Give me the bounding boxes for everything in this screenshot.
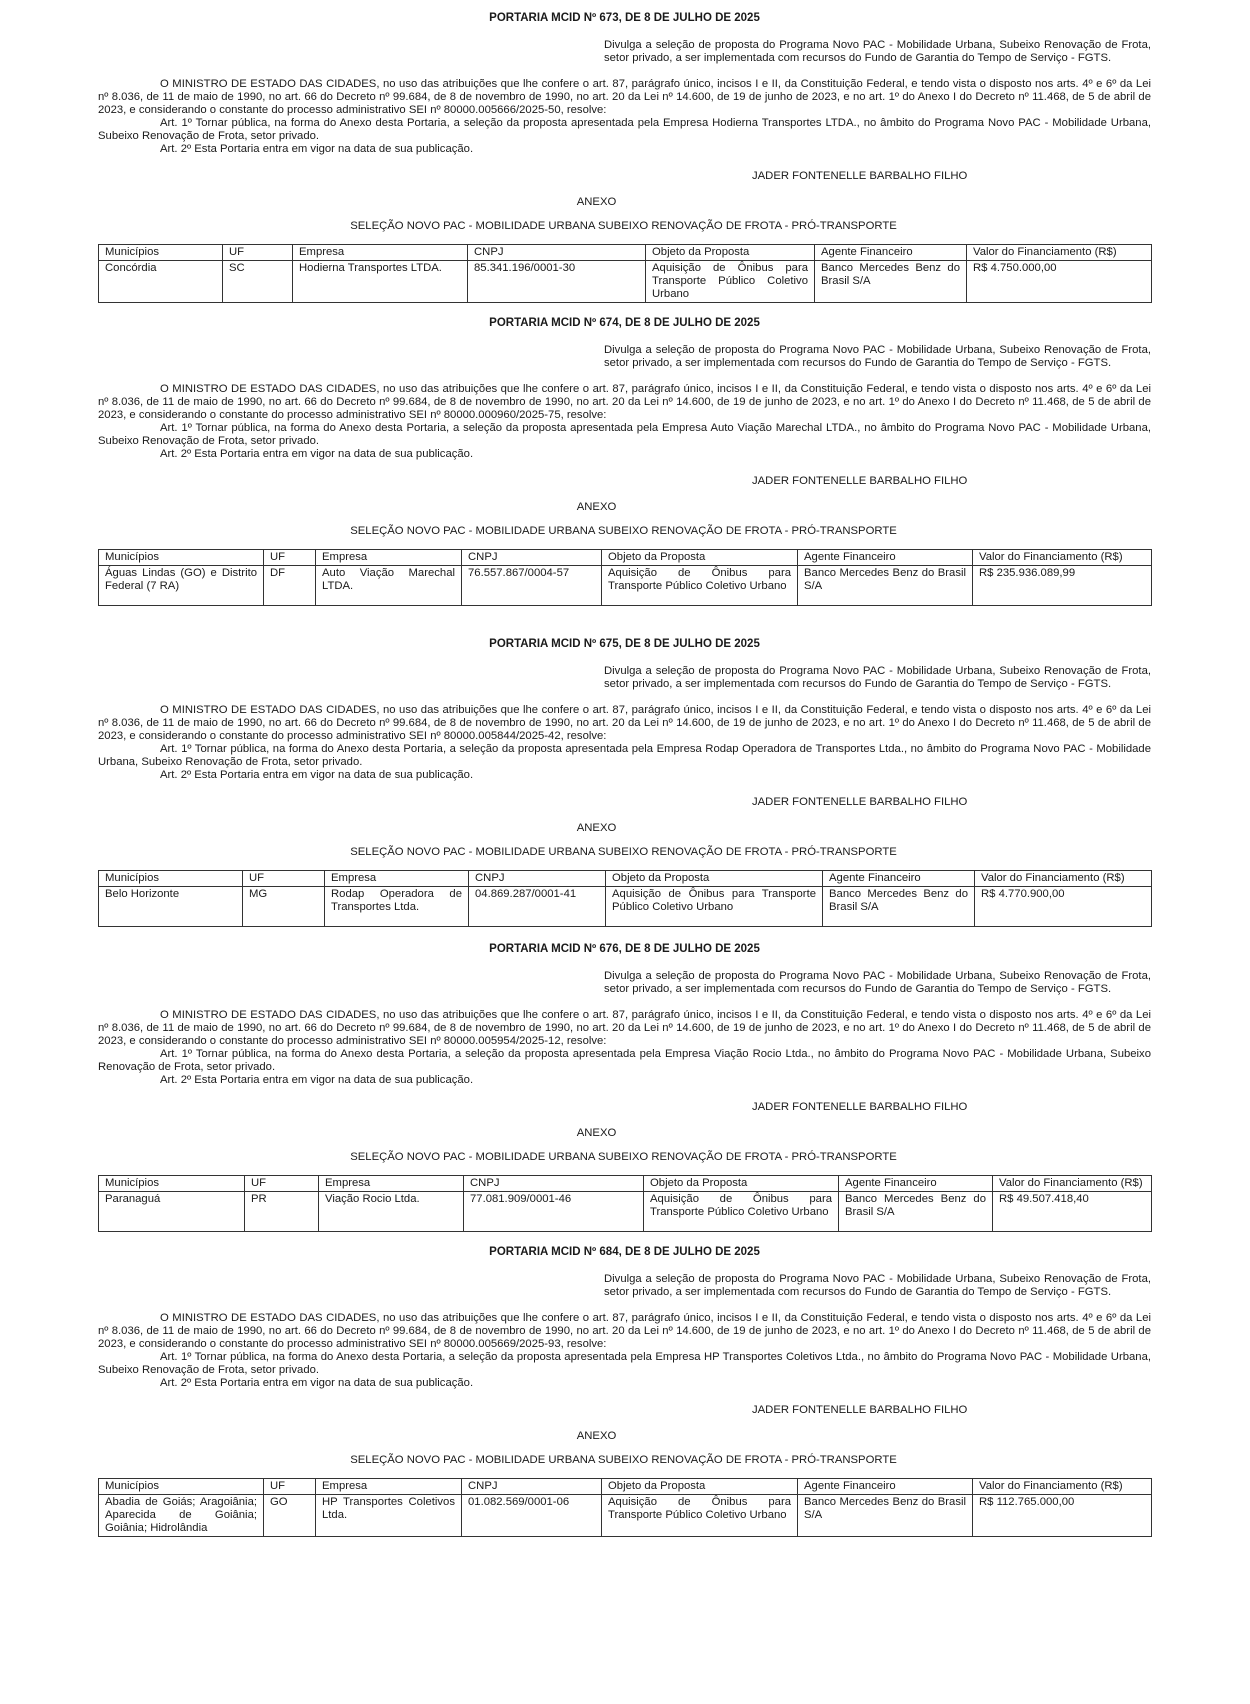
table-header-row bbox=[99, 245, 1152, 261]
portaria-title: PORTARIA MCID Nº 676, DE 8 DE JULHO DE 2025 bbox=[489, 943, 760, 955]
cell-agente: Banco Mercedes Benz do Brasil S/A bbox=[839, 1192, 993, 1232]
header-valor: Valor do Financiamento (R$) bbox=[967, 245, 1152, 261]
cell-agente: Banco Mercedes Benz do Brasil S/A bbox=[815, 261, 967, 303]
portaria-title: PORTARIA MCID Nº 674, DE 8 DE JULHO DE 2025 bbox=[489, 317, 760, 329]
cell-municipios: Abadia de Goiás; Aragoiânia; Aparecida de Goiânia; Goiânia; Hidrolândia bbox=[99, 1495, 264, 1537]
anexo-title: SELEÇÃO NOVO PAC - MOBILIDADE URBANA SUBEIXO RENOVAÇÃO DE FROTA - PRÓ-TRANSPORTE bbox=[350, 525, 897, 537]
portaria-ementa: Divulga a seleção de proposta do Programa Novo PAC - Mobilidade Urbana, Subeixo Renovação de Frota, setor privado, a ser implementada com recursos do Fundo de Garantia do Tempo de Serviço - FGTS. bbox=[604, 665, 1151, 690]
portaria-675 bbox=[98, 638, 1151, 927]
portaria-art1: Art. 1º Tornar pública, na forma do Anexo desta Portaria, a seleção da proposta apresentada pela Empresa Hodierna Transportes LTDA., no âmbito do Programa Novo PAC - Mobilidade Urbana, Subeixo Renovação de Frota, setor privado. bbox=[98, 117, 1151, 142]
header-agente: Agente Financeiro bbox=[798, 550, 973, 566]
portaria-art2: Art. 2º Esta Portaria entra em vigor na data de sua publicação. bbox=[160, 769, 474, 781]
header-municipios: Municípios bbox=[99, 1176, 245, 1192]
cell-valor: R$ 235.936.089,99 bbox=[973, 566, 1152, 606]
header-agente: Agente Financeiro bbox=[839, 1176, 993, 1192]
anexo-table bbox=[98, 1478, 1152, 1537]
anexo-title: SELEÇÃO NOVO PAC - MOBILIDADE URBANA SUBEIXO RENOVAÇÃO DE FROTA - PRÓ-TRANSPORTE bbox=[350, 1454, 897, 1466]
portaria-art1: Art. 1º Tornar pública, na forma do Anexo desta Portaria, a seleção da proposta apresentada pela Empresa HP Transportes Coletivos Ltda., no âmbito do Programa Novo PAC - Mobilidade Urbana, Subeixo Renovação de Frota, setor privado. bbox=[98, 1351, 1151, 1376]
portaria-ementa: Divulga a seleção de proposta do Programa Novo PAC - Mobilidade Urbana, Subeixo Renovação de Frota, setor privado, a ser implementada com recursos do Fundo de Garantia do Tempo de Serviço - FGTS. bbox=[604, 39, 1151, 64]
signer-name: JADER FONTENELLE BARBALHO FILHO bbox=[752, 170, 968, 182]
portaria-art2: Art. 2º Esta Portaria entra em vigor na data de sua publicação. bbox=[160, 1377, 474, 1389]
cell-cnpj: 85.341.196/0001-30 bbox=[468, 261, 646, 303]
cell-objeto: Aquisição de Ônibus para Transporte Público Coletivo Urbano bbox=[606, 887, 823, 927]
portaria-preamble: O MINISTRO DE ESTADO DAS CIDADES, no uso das atribuições que lhe confere o art. 87, parágrafo único, incisos I e II, da Constituição Federal, e tendo vista o disposto nos arts. 4º e 6º da Lei nº 8.036, de 11 de maio de 1990, no art. 66 do Decreto nº 99.684, de 8 de novembro de 1990, no art. 20 da Lei nº 14.600, de 19 de junho de 2023, e no art. 1º do Anexo I do Decreto nº 11.468, de 5 de abril de 2023, e considerando o constante do processo administrativo SEI nº 80000.005669/2025-93, resolve: bbox=[98, 1312, 1151, 1350]
portaria-676 bbox=[98, 943, 1151, 1232]
portaria-art1: Art. 1º Tornar pública, na forma do Anexo desta Portaria, a seleção da proposta apresentada pela Empresa Rodap Operadora de Transportes Ltda., no âmbito do Programa Novo PAC - Mobilidade Urbana, Subeixo Renovação de Frota, setor privado. bbox=[98, 743, 1151, 768]
cell-valor: R$ 4.750.000,00 bbox=[967, 261, 1152, 303]
cell-cnpj: 77.081.909/0001-46 bbox=[464, 1192, 644, 1232]
portaria-684 bbox=[98, 1246, 1151, 1537]
portaria-title: PORTARIA MCID Nº 675, DE 8 DE JULHO DE 2025 bbox=[489, 638, 760, 650]
header-cnpj: CNPJ bbox=[462, 1479, 602, 1495]
header-objeto: Objeto da Proposta bbox=[646, 245, 815, 261]
header-uf: UF bbox=[223, 245, 293, 261]
anexo-title: SELEÇÃO NOVO PAC - MOBILIDADE URBANA SUBEIXO RENOVAÇÃO DE FROTA - PRÓ-TRANSPORTE bbox=[350, 846, 897, 858]
cell-objeto: Aquisição de Ônibus para Transporte Público Coletivo Urbano bbox=[644, 1192, 839, 1232]
anexo-table bbox=[98, 870, 1152, 927]
header-empresa: Empresa bbox=[293, 245, 468, 261]
portaria-673 bbox=[98, 12, 1151, 303]
header-empresa: Empresa bbox=[325, 871, 469, 887]
anexo-label: ANEXO bbox=[576, 822, 617, 834]
cell-municipios: Paranaguá bbox=[99, 1192, 245, 1232]
cell-objeto: Aquisição de Ônibus para Transporte Público Coletivo Urbano bbox=[602, 566, 798, 606]
portaria-ementa: Divulga a seleção de proposta do Programa Novo PAC - Mobilidade Urbana, Subeixo Renovação de Frota, setor privado, a ser implementada com recursos do Fundo de Garantia do Tempo de Serviço - FGTS. bbox=[604, 1273, 1151, 1298]
header-municipios: Municípios bbox=[99, 245, 223, 261]
cell-uf: PR bbox=[245, 1192, 319, 1232]
cell-uf: SC bbox=[223, 261, 293, 303]
header-valor: Valor do Financiamento (R$) bbox=[975, 871, 1152, 887]
anexo-title: SELEÇÃO NOVO PAC - MOBILIDADE URBANA SUBEIXO RENOVAÇÃO DE FROTA - PRÓ-TRANSPORTE bbox=[350, 1151, 897, 1163]
document-page bbox=[98, 12, 1151, 1537]
header-cnpj: CNPJ bbox=[464, 1176, 644, 1192]
cell-cnpj: 01.082.569/0001-06 bbox=[462, 1495, 602, 1537]
signer-name: JADER FONTENELLE BARBALHO FILHO bbox=[752, 1404, 968, 1416]
anexo-title: SELEÇÃO NOVO PAC - MOBILIDADE URBANA SUBEIXO RENOVAÇÃO DE FROTA - PRÓ-TRANSPORTE bbox=[350, 220, 897, 232]
header-cnpj: CNPJ bbox=[469, 871, 606, 887]
anexo-label: ANEXO bbox=[576, 1430, 617, 1442]
cell-agente: Banco Mercedes Benz do Brasil S/A bbox=[823, 887, 975, 927]
cell-empresa: Hodierna Transportes LTDA. bbox=[293, 261, 468, 303]
table-row bbox=[99, 887, 1152, 927]
cell-municipios: Águas Lindas (GO) e Distrito Federal (7 RA) bbox=[99, 566, 264, 606]
portaria-title: PORTARIA MCID Nº 684, DE 8 DE JULHO DE 2025 bbox=[489, 1246, 760, 1258]
table-row bbox=[99, 1495, 1152, 1537]
cell-valor: R$ 49.507.418,40 bbox=[993, 1192, 1152, 1232]
cell-valor: R$ 112.765.000,00 bbox=[973, 1495, 1152, 1537]
header-uf: UF bbox=[243, 871, 325, 887]
cell-objeto: Aquisição de Ônibus para Transporte Público Coletivo Urbano bbox=[602, 1495, 798, 1537]
cell-empresa: Rodap Operadora de Transportes Ltda. bbox=[325, 887, 469, 927]
cell-empresa: HP Transportes Coletivos Ltda. bbox=[316, 1495, 462, 1537]
portaria-ementa: Divulga a seleção de proposta do Programa Novo PAC - Mobilidade Urbana, Subeixo Renovação de Frota, setor privado, a ser implementada com recursos do Fundo de Garantia do Tempo de Serviço - FGTS. bbox=[604, 970, 1151, 995]
table-header-row bbox=[99, 1176, 1152, 1192]
header-objeto: Objeto da Proposta bbox=[644, 1176, 839, 1192]
header-empresa: Empresa bbox=[316, 550, 462, 566]
signer-name: JADER FONTENELLE BARBALHO FILHO bbox=[752, 1101, 968, 1113]
cell-agente: Banco Mercedes Benz do Brasil S/A bbox=[798, 1495, 973, 1537]
header-uf: UF bbox=[264, 1479, 316, 1495]
signer-name: JADER FONTENELLE BARBALHO FILHO bbox=[752, 475, 968, 487]
cell-agente: Banco Mercedes Benz do Brasil S/A bbox=[798, 566, 973, 606]
portaria-art1: Art. 1º Tornar pública, na forma do Anexo desta Portaria, a seleção da proposta apresentada pela Empresa Viação Rocio Ltda., no âmbito do Programa Novo PAC - Mobilidade Urbana, Subeixo Renovação de Frota, setor privado. bbox=[98, 1048, 1151, 1073]
cell-uf: GO bbox=[264, 1495, 316, 1537]
anexo-label: ANEXO bbox=[576, 196, 617, 208]
cell-uf: DF bbox=[264, 566, 316, 606]
portaria-preamble: O MINISTRO DE ESTADO DAS CIDADES, no uso das atribuições que lhe confere o art. 87, parágrafo único, incisos I e II, da Constituição Federal, e tendo vista o disposto nos arts. 4º e 6º da Lei nº 8.036, de 11 de maio de 1990, no art. 66 do Decreto nº 99.684, de 8 de novembro de 1990, no art. 20 da Lei nº 14.600, de 19 de junho de 2023, e no art. 1º do Anexo I do Decreto nº 11.468, de 5 de abril de 2023, e considerando o constante do processo administrativo SEI nº 80000.000960/2025-75, resolve: bbox=[98, 383, 1151, 421]
header-uf: UF bbox=[245, 1176, 319, 1192]
portaria-674 bbox=[98, 317, 1151, 606]
cell-municipios: Concórdia bbox=[99, 261, 223, 303]
signer-name: JADER FONTENELLE BARBALHO FILHO bbox=[752, 796, 968, 808]
portaria-title: PORTARIA MCID Nº 673, DE 8 DE JULHO DE 2025 bbox=[489, 12, 760, 24]
cell-objeto: Aquisição de Ônibus para Transporte Público Coletivo Urbano bbox=[646, 261, 815, 303]
portaria-art2: Art. 2º Esta Portaria entra em vigor na data de sua publicação. bbox=[160, 143, 474, 155]
portaria-preamble: O MINISTRO DE ESTADO DAS CIDADES, no uso das atribuições que lhe confere o art. 87, parágrafo único, incisos I e II, da Constituição Federal, e tendo vista o disposto nos arts. 4º e 6º da Lei nº 8.036, de 11 de maio de 1990, no art. 66 do Decreto nº 99.684, de 8 de novembro de 1990, no art. 20 da Lei nº 14.600, de 19 de junho de 2023, e no art. 1º do Anexo I do Decreto nº 11.468, de 5 de abril de 2023, e considerando o constante do processo administrativo SEI nº 80000.005954/2025-12, resolve: bbox=[98, 1009, 1151, 1047]
table-header-row bbox=[99, 871, 1152, 887]
table-header-row bbox=[99, 1479, 1152, 1495]
header-valor: Valor do Financiamento (R$) bbox=[993, 1176, 1152, 1192]
table-header-row bbox=[99, 550, 1152, 566]
header-agente: Agente Financeiro bbox=[815, 245, 967, 261]
header-empresa: Empresa bbox=[316, 1479, 462, 1495]
table-row bbox=[99, 1192, 1152, 1232]
cell-municipios: Belo Horizonte bbox=[99, 887, 243, 927]
header-uf: UF bbox=[264, 550, 316, 566]
header-agente: Agente Financeiro bbox=[823, 871, 975, 887]
header-cnpj: CNPJ bbox=[468, 245, 646, 261]
cell-cnpj: 04.869.287/0001-41 bbox=[469, 887, 606, 927]
cell-empresa: Viação Rocio Ltda. bbox=[319, 1192, 464, 1232]
header-objeto: Objeto da Proposta bbox=[606, 871, 823, 887]
portaria-preamble: O MINISTRO DE ESTADO DAS CIDADES, no uso das atribuições que lhe confere o art. 87, parágrafo único, incisos I e II, da Constituição Federal, e tendo vista o disposto nos arts. 4º e 6º da Lei nº 8.036, de 11 de maio de 1990, no art. 66 do Decreto nº 99.684, de 8 de novembro de 1990, no art. 20 da Lei nº 14.600, de 19 de junho de 2023, e no art. 1º do Anexo I do Decreto nº 11.468, de 5 de abril de 2023, e considerando o constante do processo administrativo SEI nº 80000.005666/2025-50, resolve: bbox=[98, 78, 1151, 116]
table-row bbox=[99, 261, 1152, 303]
cell-empresa: Auto Viação Marechal LTDA. bbox=[316, 566, 462, 606]
cell-valor: R$ 4.770.900,00 bbox=[975, 887, 1152, 927]
anexo-table bbox=[98, 549, 1152, 606]
header-agente: Agente Financeiro bbox=[798, 1479, 973, 1495]
portaria-ementa: Divulga a seleção de proposta do Programa Novo PAC - Mobilidade Urbana, Subeixo Renovação de Frota, setor privado, a ser implementada com recursos do Fundo de Garantia do Tempo de Serviço - FGTS. bbox=[604, 344, 1151, 369]
portaria-art2: Art. 2º Esta Portaria entra em vigor na data de sua publicação. bbox=[160, 448, 474, 460]
anexo-label: ANEXO bbox=[576, 501, 617, 513]
header-municipios: Municípios bbox=[99, 550, 264, 566]
header-municipios: Municípios bbox=[99, 871, 243, 887]
header-empresa: Empresa bbox=[319, 1176, 464, 1192]
table-row bbox=[99, 566, 1152, 606]
header-objeto: Objeto da Proposta bbox=[602, 550, 798, 566]
cell-uf: MG bbox=[243, 887, 325, 927]
anexo-table bbox=[98, 1175, 1152, 1232]
header-cnpj: CNPJ bbox=[462, 550, 602, 566]
portaria-preamble: O MINISTRO DE ESTADO DAS CIDADES, no uso das atribuições que lhe confere o art. 87, parágrafo único, incisos I e II, da Constituição Federal, e tendo vista o disposto nos arts. 4º e 6º da Lei nº 8.036, de 11 de maio de 1990, no art. 66 do Decreto nº 99.684, de 8 de novembro de 1990, no art. 20 da Lei nº 14.600, de 19 de junho de 2023, e no art. 1º do Anexo I do Decreto nº 11.468, de 5 de abril de 2023, e considerando o constante do processo administrativo SEI nº 80000.005844/2025-42, resolve: bbox=[98, 704, 1151, 742]
header-municipios: Municípios bbox=[99, 1479, 264, 1495]
anexo-table bbox=[98, 244, 1152, 303]
header-objeto: Objeto da Proposta bbox=[602, 1479, 798, 1495]
header-valor: Valor do Financiamento (R$) bbox=[973, 550, 1152, 566]
anexo-label: ANEXO bbox=[576, 1127, 617, 1139]
portaria-art2: Art. 2º Esta Portaria entra em vigor na data de sua publicação. bbox=[160, 1074, 474, 1086]
header-valor: Valor do Financiamento (R$) bbox=[973, 1479, 1152, 1495]
portaria-art1: Art. 1º Tornar pública, na forma do Anexo desta Portaria, a seleção da proposta apresentada pela Empresa Auto Viação Marechal LTDA., no âmbito do Programa Novo PAC - Mobilidade Urbana, Subeixo Renovação de Frota, setor privado. bbox=[98, 422, 1151, 447]
cell-cnpj: 76.557.867/0004-57 bbox=[462, 566, 602, 606]
